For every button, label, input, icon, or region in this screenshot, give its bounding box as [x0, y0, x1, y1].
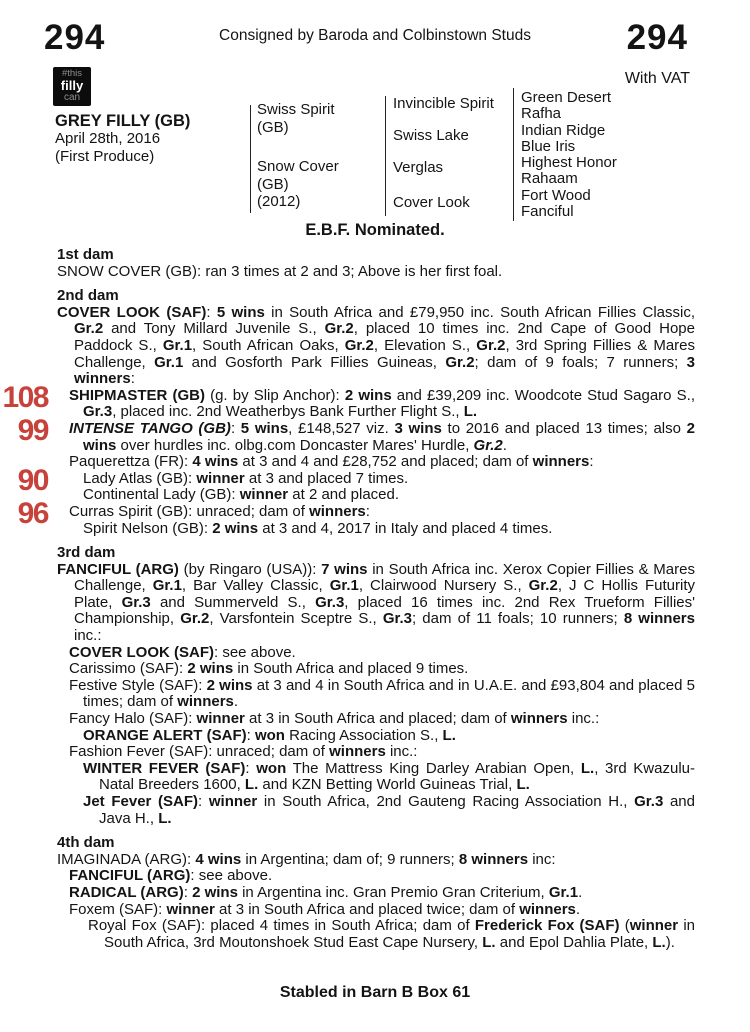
text-run: : — [130, 370, 135, 388]
text-run: inc.: — [385, 743, 418, 761]
pedigree-column-grandparents — [385, 96, 512, 216]
text-run: . — [502, 436, 507, 454]
pedigree-entry — [57, 562, 695, 645]
dam-name-line: Snow Cover — [257, 158, 339, 175]
pedigree-entry — [57, 661, 695, 678]
text-run: and Java H., — [99, 793, 695, 827]
text-run: L. — [652, 933, 666, 951]
text-run: . — [575, 900, 581, 918]
pedigree-entry — [57, 728, 695, 745]
pedigree-entry — [57, 868, 695, 885]
text-run: L. — [580, 759, 595, 777]
text-run: in South Africa, 3rd Moutonshoek Stud East Cape Nursery, — [104, 917, 696, 951]
text-run: 2 wins — [344, 386, 392, 404]
text-run: : — [230, 419, 241, 437]
text-run: Gr.1 — [162, 336, 193, 354]
text-run: winners — [532, 453, 590, 471]
text-run: 4 wins — [192, 453, 239, 471]
text-run: : — [206, 303, 217, 321]
text-run: winners — [519, 900, 576, 918]
text-run: Gr.3 — [121, 593, 151, 611]
text-run: at 3 in South Africa and placed; dam of — [244, 710, 511, 728]
text-run: Gr.2 — [344, 336, 374, 354]
rating-number: 96 — [17, 496, 48, 530]
text-run: 3 winners — [74, 353, 695, 388]
sire-name-line: (GB) — [257, 118, 289, 136]
text-run: at 3 and placed 7 times. — [244, 469, 409, 487]
text-run: and Gosforth Park Fillies Guineas, — [183, 353, 446, 371]
text-run: L. — [244, 776, 259, 794]
text-run: Gr.2 — [324, 320, 354, 338]
pedigree-column-parents — [250, 101, 381, 213]
text-run: Gr.2 — [445, 353, 475, 371]
text-run: , Clairwood Nursery S., — [358, 577, 529, 595]
text-run: winners — [177, 693, 234, 711]
text-run: Foxem (SAF): — [69, 900, 167, 918]
pedigree-entry — [57, 454, 695, 471]
great-grandparent-name: Rahaam — [521, 170, 578, 188]
text-run: , 3rd Kwazulu-Natal Breeders 1600, — [99, 759, 695, 794]
pedigree-entry — [57, 794, 695, 827]
grandparent-name: Cover Look — [393, 194, 470, 211]
text-run: and Tony Millard Juvenile S., — [103, 320, 325, 338]
text-run: Carissimo (SAF): — [69, 660, 188, 678]
text-run: in South Africa and £79,950 inc. South African Fillies Classic, — [264, 303, 695, 321]
text-run: winner — [196, 469, 245, 487]
text-run: Festive Style (SAF): — [69, 676, 207, 694]
text-run: at 3 and 4 in South Africa and in U.A.E. and £93,804 and placed 5 times; dam of — [83, 676, 695, 711]
grandparent-name: Verglas — [393, 159, 444, 176]
dam-heading: 1st dam — [57, 246, 114, 263]
dam-name-line: (GB) — [257, 175, 289, 193]
pedigree-entry — [2, 380, 695, 421]
text-run: winner — [196, 710, 245, 728]
text-run: , placed 16 times inc. 2nd Rex Trueform Fillies' Championship, — [74, 593, 695, 628]
text-run: . — [578, 883, 583, 901]
text-run: L. — [442, 726, 456, 744]
text-run: Gr.2 — [180, 610, 210, 628]
text-run: 8 winners — [623, 610, 695, 628]
dam-section — [57, 545, 695, 827]
text-run: (by Ringaro (USA)): — [178, 560, 322, 578]
text-run: won — [256, 759, 287, 777]
text-run: L. — [482, 933, 496, 951]
text-run: Jet Fever (SAF) — [83, 793, 199, 810]
text-run: , £148,527 viz. — [288, 419, 395, 437]
text-run: , Varsfontein Sceptre S., — [209, 610, 383, 628]
text-run: winners — [309, 502, 366, 520]
text-run: Gr.2 — [476, 336, 506, 354]
text-run: Lady Atlas (GB): — [83, 469, 197, 487]
pedigree-text — [2, 246, 696, 959]
pedigree-entry — [57, 645, 695, 662]
pedigree-entry — [57, 305, 695, 388]
pedigree-entry — [57, 852, 695, 869]
dam-name-line: (2012) — [257, 193, 301, 210]
stabling-line: Stabled in Barn B Box 61 — [279, 984, 471, 1001]
pedigree-entry — [57, 487, 695, 504]
text-run: FANCIFUL (ARG) — [57, 560, 179, 578]
text-run: won — [254, 726, 285, 744]
text-run: winners — [510, 710, 568, 728]
text-run: Gr.1 — [329, 577, 359, 595]
nomination-line: E.B.F. Nominated. — [305, 221, 445, 239]
text-run: 2 wins — [187, 660, 234, 678]
text-run: , placed 10 times inc. 2nd Cape of Good Hope Paddock S., — [74, 320, 695, 354]
text-run: WINTER FEVER (SAF) — [83, 759, 246, 777]
text-run: Spirit Nelson (GB): — [83, 519, 213, 537]
text-run: winner — [208, 793, 258, 810]
text-run: winners — [329, 743, 386, 761]
text-run: : — [245, 759, 257, 777]
pedigree-entry — [57, 885, 695, 902]
text-run: 5 wins — [240, 419, 289, 437]
text-run: , Bar Valley Classic, — [181, 577, 330, 595]
text-run: The Mattress King Darley Arabian Open, — [286, 759, 581, 777]
text-run: Paquerettza (FR): — [69, 453, 193, 471]
grandparent-name: Invincible Spirit — [393, 95, 494, 112]
text-run: Frederick Fox (SAF) — [474, 917, 620, 935]
text-run: winner — [239, 486, 289, 504]
text-run: Gr.2 — [528, 577, 558, 595]
text-run: ; dam of 9 foals; 7 runners; — [474, 353, 687, 371]
pedigree-entry — [57, 678, 695, 711]
text-run: . — [233, 693, 239, 711]
text-run: 2 wins — [83, 419, 695, 454]
text-run: : — [198, 793, 209, 810]
logo-line: can — [63, 92, 81, 104]
vat-note: With VAT — [624, 70, 690, 87]
text-run: COVER LOOK (SAF) — [69, 643, 214, 661]
text-run: Fancy Halo (SAF): — [69, 710, 197, 728]
text-run: FANCIFUL (ARG) — [69, 867, 191, 885]
subject-produce-note: (First Produce) — [55, 148, 155, 165]
text-run: Gr.1 — [154, 353, 184, 371]
text-run: IMAGINADA (ARG): — [57, 850, 196, 868]
text-run: in South Africa, 2nd Gauteng Racing Association H., — [257, 793, 635, 810]
text-run: inc.: — [74, 627, 102, 645]
text-run: 5 wins — [216, 303, 265, 321]
text-run: : — [246, 726, 255, 744]
subject-foaling-date: April 28th, 2016 — [55, 130, 161, 147]
text-run: Racing Association S., — [284, 726, 443, 744]
text-run: at 3 and 4 and £28,752 and placed; dam of — [238, 453, 533, 471]
text-run: Curras Spirit (GB): unraced; dam of — [69, 502, 310, 520]
text-run: SNOW COVER (GB): ran 3 times at 2 and 3; Above is her first foal. — [57, 262, 503, 280]
text-run: , J C Hollis Futurity Plate, — [74, 577, 696, 611]
text-run: in South Africa and placed 9 times. — [233, 660, 469, 678]
great-grandparent-name: Indian Ridge — [521, 121, 606, 139]
text-run: INTENSE TANGO (GB) — [69, 419, 231, 437]
consignor-line: Consigned by Baroda and Colbinstown Studs — [219, 27, 531, 44]
text-run: L. — [463, 403, 478, 421]
text-run: at 3 and 4, 2017 in Italy and placed 4 times. — [258, 519, 553, 537]
text-run: 3 wins — [394, 419, 442, 437]
pedigree-entry — [57, 761, 695, 794]
lot-number-right: 294 — [626, 18, 688, 57]
dam-section — [2, 287, 695, 537]
text-run: 2 wins — [212, 519, 259, 537]
text-run: L. — [158, 809, 172, 827]
text-run: L. — [516, 776, 530, 794]
text-run: : — [183, 883, 193, 901]
text-run: Gr.3 — [634, 793, 664, 810]
dam-section — [57, 835, 695, 951]
thisfillycan-logo — [53, 67, 91, 106]
logo-line: filly — [60, 78, 84, 94]
text-run: 7 wins — [321, 560, 368, 578]
text-run: ORANGE ALERT (SAF) — [83, 726, 247, 744]
pedigree-entry — [57, 918, 695, 951]
pedigree-entry — [57, 264, 695, 281]
text-run: Gr.3 — [315, 593, 345, 611]
subject-horse — [55, 112, 190, 166]
text-run: over hurdles inc. olbg.com Doncaster Mares' Hurdle, — [116, 436, 474, 454]
text-run: and Summerveld S., — [150, 593, 316, 611]
text-run: Fashion Fever (SAF): unraced; dam of — [69, 743, 330, 761]
text-run: 8 winners — [458, 850, 529, 868]
lot-number-left: 294 — [44, 18, 106, 57]
pedigree-column-great-grandparents — [513, 88, 617, 221]
text-run: (g. by Slip Anchor): — [204, 386, 345, 404]
rating-number: 90 — [17, 463, 48, 497]
text-run: COVER LOOK (SAF) — [57, 303, 207, 321]
text-run: SHIPMASTER (GB) — [69, 386, 205, 404]
text-run: and KZN Betting World Guineas Trial, — [258, 776, 517, 794]
text-run: ). — [665, 933, 675, 951]
text-run: inc: — [528, 850, 556, 868]
text-run: 2 wins — [192, 883, 238, 901]
great-grandparent-name: Rafha — [521, 105, 562, 123]
text-run: Royal Fox (SAF): placed 4 times in South Africa; dam of — [88, 917, 475, 935]
text-run: 4 wins — [195, 850, 242, 868]
text-run: ( — [619, 917, 630, 935]
text-run: RADICAL (ARG) — [69, 883, 184, 901]
text-run: Gr.1 — [152, 577, 182, 595]
great-grandparent-name: Fort Wood — [521, 186, 591, 204]
subject-name: GREY FILLY (GB) — [55, 112, 191, 130]
text-run: , 3rd Spring Fillies & Mares Challenge, — [74, 336, 695, 371]
text-run: : see above. — [214, 643, 296, 661]
text-run: in Argentina; dam of; 9 runners; — [241, 850, 459, 868]
text-run: at 3 in South Africa and placed twice; dam of — [214, 900, 520, 918]
dam-name — [257, 158, 339, 211]
text-run: Gr.2 — [473, 436, 503, 454]
text-run: 2 wins — [206, 676, 253, 694]
pedigree-entry — [57, 711, 695, 728]
text-run: to 2016 and placed 13 times; also — [441, 419, 687, 437]
text-run: Gr.1 — [548, 883, 579, 901]
dam-heading: 4th dam — [57, 834, 115, 852]
pedigree-entry — [17, 413, 695, 454]
sire-name — [257, 101, 335, 136]
text-run: Gr.2 — [74, 320, 104, 338]
text-run: : — [365, 502, 370, 520]
logo-line: #this — [61, 68, 83, 80]
text-run: winner — [166, 900, 215, 918]
rating-number: 108 — [2, 380, 48, 414]
text-run: and £39,209 inc. Woodcote Stud Sagaro S., — [391, 386, 695, 404]
text-run: , placed inc. 2nd Weatherbys Bank Further Flight S., — [112, 403, 464, 421]
text-run: winner — [629, 917, 679, 935]
pedigree-entry — [57, 902, 695, 919]
great-grandparent-name: Fanciful — [521, 203, 574, 221]
grandparent-name: Swiss Lake — [393, 127, 469, 144]
great-grandparent-name: Green Desert — [521, 89, 612, 106]
text-run: and Epol Dahlia Plate, — [495, 933, 653, 951]
great-grandparent-name: Highest Honor — [521, 154, 617, 172]
text-run: in Argentina inc. Gran Premio Gran Criterium, — [237, 883, 549, 901]
text-run: ; dam of 11 foals; 10 runners; — [412, 610, 624, 628]
text-run: Gr.3 — [83, 403, 113, 421]
text-run: : — [589, 453, 594, 471]
text-run: Continental Lady (GB): — [83, 486, 240, 504]
text-run: Gr.3 — [382, 610, 413, 628]
sire-name-line: Swiss Spirit — [257, 101, 335, 118]
pedigree-entry — [57, 521, 695, 538]
text-run: in South Africa inc. Xerox Copier Fillies & Mares Challenge, — [74, 560, 695, 595]
rating-number: 99 — [17, 413, 48, 447]
dam-section — [57, 247, 695, 280]
dam-heading: 3rd dam — [57, 544, 116, 562]
text-run: : see above. — [190, 867, 273, 885]
great-grandparent-name: Blue Iris — [521, 137, 576, 155]
dam-heading: 2nd dam — [57, 287, 119, 305]
pedigree-entry — [57, 744, 695, 761]
text-run: inc.: — [567, 710, 600, 728]
text-run: at 2 and placed. — [288, 486, 400, 504]
text-run: , South African Oaks, — [192, 336, 345, 354]
text-run: , Elevation S., — [373, 336, 477, 354]
